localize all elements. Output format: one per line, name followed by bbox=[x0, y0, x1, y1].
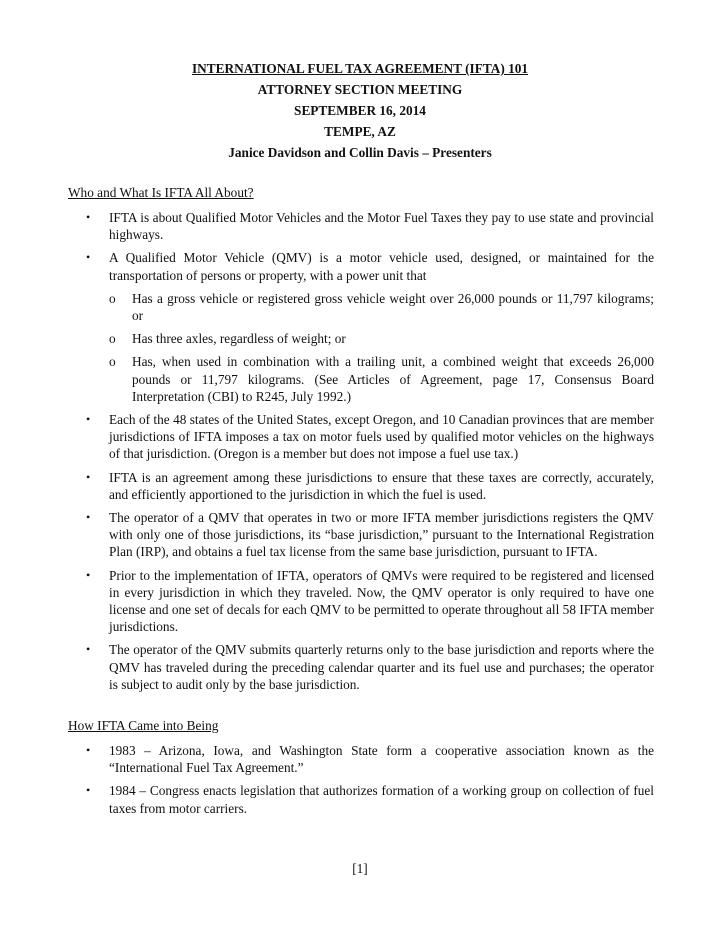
bullet-text: A Qualified Motor Vehicle (QMV) is a motor vehicle used, designed, or maintained for the transportation of persons or property, with a power unit that bbox=[109, 250, 654, 283]
bullet-text: Prior to the implementation of IFTA, operators of QMVs were required to be registered and licensed in every jurisdiction in which they traveled. Now, the QMV operator is only required to have one license and one set of decals for each QMV to be permitted to operate throughout all 58 IFTA member jurisdictions. bbox=[109, 567, 654, 635]
bullet-marker: • bbox=[86, 567, 91, 582]
bullet-marker: • bbox=[86, 469, 91, 484]
qmv-criteria-list bbox=[109, 290, 654, 405]
sub-bullet-text: Has three axles, regardless of weight; or bbox=[132, 331, 346, 347]
section-what-is-ifta-list bbox=[68, 209, 654, 699]
document-title: INTERNATIONAL FUEL TAX AGREEMENT (IFTA) 101 bbox=[191, 61, 529, 76]
list-item bbox=[68, 742, 654, 776]
presenters: Janice Davidson and Collin Davis – Presenters bbox=[228, 145, 492, 160]
document-header bbox=[0, 58, 720, 163]
list-item bbox=[68, 249, 654, 405]
bullet-text: IFTA is about Qualified Motor Vehicles and the Motor Fuel Taxes they pay to use state and provincial highways. bbox=[109, 210, 654, 243]
meeting-name: ATTORNEY SECTION MEETING bbox=[257, 82, 463, 97]
section-how-ifta-came-list bbox=[68, 742, 654, 823]
bullet-marker: • bbox=[86, 783, 91, 798]
page-number: [1] bbox=[352, 861, 368, 876]
bullet-marker: • bbox=[86, 210, 91, 224]
sub-bullet-text: Has a gross vehicle or registered gross vehicle weight over 26,000 pounds or 11,797 kilograms; or bbox=[132, 290, 654, 324]
list-item bbox=[68, 509, 654, 561]
list-item bbox=[68, 782, 654, 816]
bullet-text: The operator of the QMV submits quarterly returns only to the base jurisdiction and reports where the QMV has traveled during the preceding calendar quarter and its fuel use and purchases; the operator is subject to audit only by the base jurisdiction. bbox=[109, 642, 654, 692]
list-item bbox=[68, 411, 654, 463]
sub-bullet-marker: o bbox=[109, 290, 116, 306]
list-item bbox=[68, 469, 654, 503]
bullet-text: Each of the 48 states of the United States, except Oregon, and 10 Canadian provinces that are member jurisdictions of IFTA imposes a tax on motor fuels used by qualified motor vehicles on the highways of that jurisdiction. (Oregon is a member but does not impose a fuel use tax.) bbox=[109, 412, 654, 462]
bullet-marker: • bbox=[86, 250, 91, 265]
bullet-text: 1984 – Congress enacts legislation that authorizes formation of a working group on collection of fuel taxes from motor carriers. bbox=[109, 783, 654, 816]
bullet-marker: • bbox=[86, 412, 91, 427]
list-item bbox=[68, 641, 654, 693]
bullet-marker: • bbox=[86, 642, 91, 657]
sub-list-item bbox=[109, 353, 654, 405]
section-heading-what-is-ifta: Who and What Is IFTA All About? bbox=[68, 185, 254, 200]
bullet-text: 1983 – Arizona, Iowa, and Washington State form a cooperative association known as the “International Fuel Tax Agreement.” bbox=[109, 743, 654, 776]
bullet-text: IFTA is an agreement among these jurisdictions to ensure that these taxes are correctly, accurately, and efficiently apportioned to the jurisdiction in which the fuel is used. bbox=[109, 469, 654, 502]
list-item bbox=[68, 209, 654, 243]
sub-bullet-marker: o bbox=[109, 331, 116, 347]
section-heading-how-ifta-came: How IFTA Came into Being bbox=[68, 718, 219, 733]
meeting-date: SEPTEMBER 16, 2014 bbox=[294, 103, 426, 118]
bullet-text: The operator of a QMV that operates in two or more IFTA member jurisdictions registers the QMV with only one of those jurisdictions, its “base jurisdiction,” pursuant to the International Registration Plan (IRP), and obtains a fuel tax license from the same base jurisdiction, pursuant to IFTA. bbox=[109, 510, 654, 560]
bullet-marker: • bbox=[86, 743, 91, 757]
sub-bullet-text: Has, when used in combination with a trailing unit, a combined weight that exceeds 26,000 pounds or 11,797 kilograms. (See Articles of Agreement, page 17, Consensus Board Interpretation (CBI) to R245, July 1992.) bbox=[132, 354, 654, 404]
sub-list-item bbox=[109, 290, 654, 324]
list-item bbox=[68, 567, 654, 636]
sub-bullet-marker: o bbox=[109, 354, 116, 370]
bullet-marker: • bbox=[86, 510, 91, 525]
meeting-location: TEMPE, AZ bbox=[324, 124, 396, 139]
sub-list-item bbox=[109, 330, 654, 347]
